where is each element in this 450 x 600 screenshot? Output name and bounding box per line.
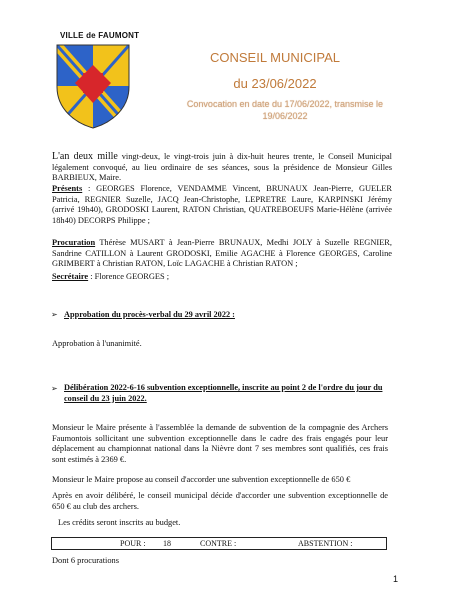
- bullet-arrow-icon: ➢: [51, 384, 58, 393]
- council-title: CONSEIL MUNICIPAL: [209, 50, 341, 65]
- vote-table: [51, 537, 387, 550]
- secretaire-label: Secrétaire: [52, 272, 89, 281]
- item2-paragraph-2: Monsieur le Maire propose au conseil d'accorder une subvention exceptionnelle de 650 €: [52, 475, 351, 484]
- town-name: VILLE de FAUMONT: [60, 31, 140, 40]
- council-date: du 23/06/2022: [233, 76, 317, 91]
- item1-title: Approbation du procès-verbal du 29 avril 2022 :: [64, 310, 235, 319]
- presents-text: : GEORGES Florence, VENDAMME Vincent, BRUNAUX Jean-Pierre, GUELER Patricia, REGNIER Suzelle, JACQ Jean-Christophe, LEPRETRE Laure, KARPINSKI Jérémy (arrivé 19h40), GRODOSKI Laurent, RATON Christian, QUATREBOEUFS Marie-Hélène (arrivée 18h40) DECORPS Philippe ;: [52, 184, 392, 225]
- secretaire-paragraph: [52, 272, 392, 283]
- intro-text: vingt-deux, le vingt-trois juin à dix-huit heures trente, le Conseil Municipal légalement convoqué, au lieu ordinaire de ses séances, sous la présidence de Monsieur Gilles BARBIEUX, Maire.: [52, 152, 392, 183]
- intro-first-words: L'an deux mille: [52, 151, 118, 162]
- procurations-count: Dont 6 procurations: [52, 556, 119, 565]
- intro-paragraph: [52, 152, 392, 184]
- vote-pour-label: POUR :: [120, 539, 146, 548]
- secretaire-text: : Florence GEORGES ;: [88, 272, 170, 281]
- convocation-note: Convocation en date du 17/06/2022, transmise le 19/06/2022: [186, 99, 384, 121]
- procuration-paragraph: [52, 238, 392, 270]
- vote-contre-label: CONTRE :: [200, 539, 237, 548]
- presents-paragraph: [52, 184, 392, 226]
- coat-of-arms-icon: [55, 43, 131, 129]
- procuration-label: Procuration: [52, 238, 96, 247]
- item2-paragraph-3: Après en avoir délibéré, le conseil municipal décide d'accorder une subvention exceptionnelle de 650 € au club des archers.: [52, 491, 388, 511]
- vote-pour-value: 18: [163, 539, 171, 548]
- item2-paragraph-1: Monsieur le Maire présente à l'assemblée la demande de subvention de la compagnie des Archers Faumontois sollicitant une subvention exceptionnelle dans le cadre des frais engagés pour leur déplacement au championnat national dans la Nièvre dont 7 ses membres sont qualifiés, ces frais sont estimés à 2369 €.: [52, 423, 388, 464]
- page-number: 1: [393, 574, 399, 584]
- item2-paragraph-4: Les crédits seront inscrits au budget.: [58, 518, 181, 527]
- bullet-arrow-icon: ➢: [51, 310, 58, 319]
- item2-title: Délibération 2022-6-16 subvention exceptionnelle, inscrite au point 2 de l'ordre du jour du conseil du 23 juin 2022.: [64, 383, 383, 403]
- item1-result: Approbation à l'unanimité.: [52, 339, 142, 348]
- presents-label: Présents: [52, 184, 83, 193]
- vote-abstention-label: ABSTENTION :: [298, 539, 353, 548]
- procuration-text: Thérèse MUSART à Jean-Pierre BRUNAUX, Medhi JOLY à Suzelle REGNIER, Sandrine CATILLON à Laurent GRODOSKI, Emilie AGACHE à Florence GEORGES, Caroline GRIMBERT à Christian RATON, Loïc LAGACHE à Christian RATON ;: [52, 238, 392, 269]
